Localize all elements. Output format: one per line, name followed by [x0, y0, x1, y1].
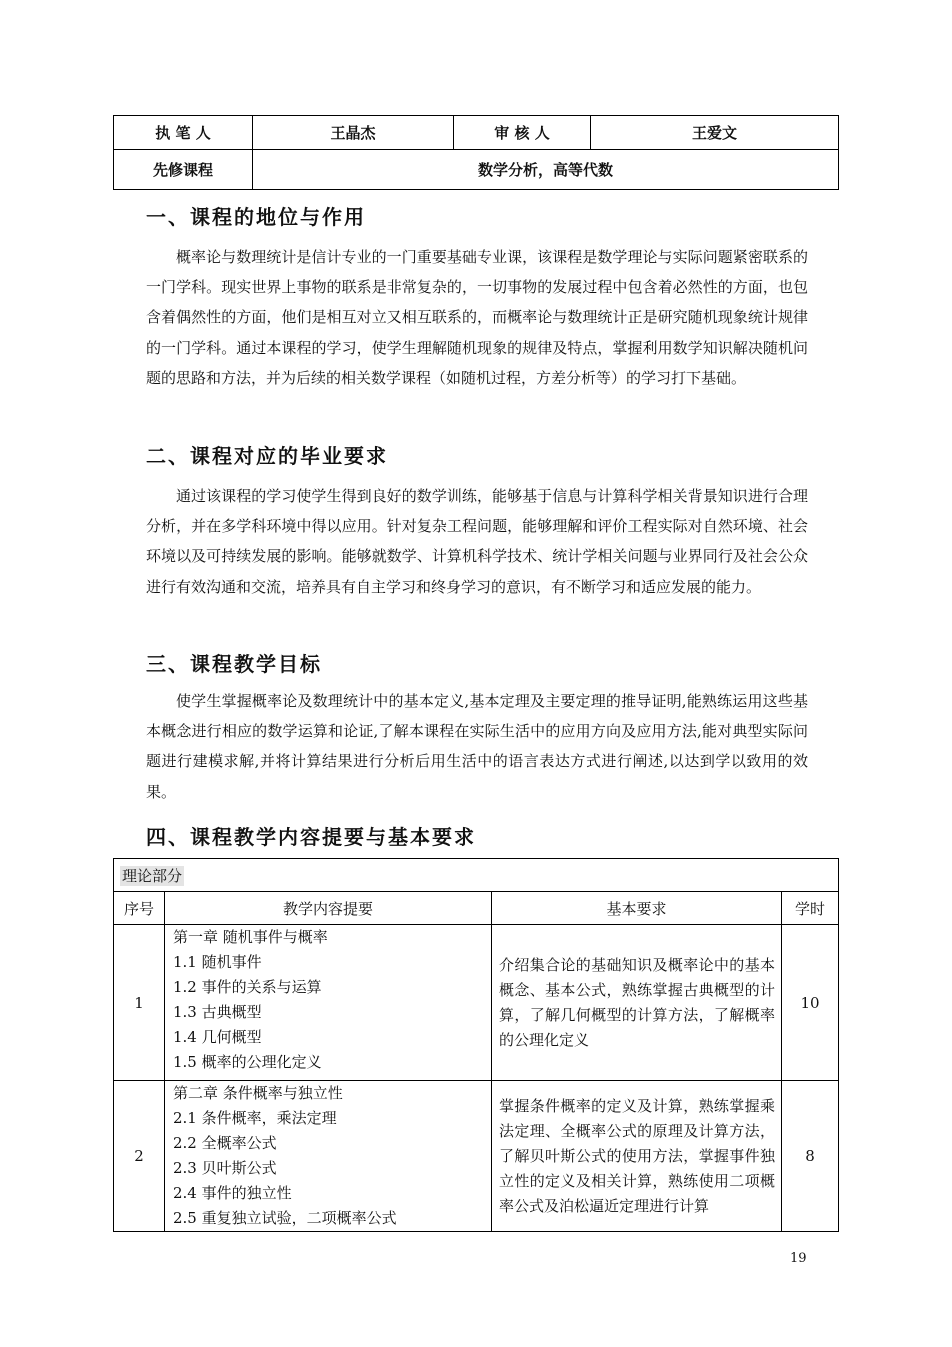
content-line: 1.5 概率的公理化定义	[173, 1053, 322, 1071]
content-line: 2.4 事件的独立性	[173, 1184, 292, 1202]
content-line: 第二章 条件概率与独立性	[173, 1084, 343, 1102]
content-line: 1.4 几何概型	[173, 1028, 262, 1046]
reviewer-value: 王爱文	[591, 116, 839, 150]
header-num: 序号	[114, 892, 165, 925]
row-hours: 10	[782, 925, 839, 1081]
section-title: 二、课程对应的毕业要求	[146, 444, 388, 468]
content-line: 2.2 全概率公式	[173, 1134, 277, 1152]
section-title: 三、课程教学目标	[146, 652, 322, 676]
prereq-value: 数学分析，高等代数	[253, 150, 839, 190]
section-title: 四、课程教学内容提要与基本要求	[146, 825, 476, 849]
author-value: 王晶杰	[253, 116, 454, 150]
section-paragraph: 概率论与数理统计是信计专业的一门重要基础专业课，该课程是数学理论与实际问题紧密联系的一门学科。现实世界上事物的联系是非常复杂的，一切事物的发展过程中包含着必然性的方面，也包含着偶然性的方面，他们是相互对立又相互联系的，而概率论与数理统计正是研究随机现象统计规律的一门学科。通过本课程的学习，使学生理解随机现象的规律及特点，掌握利用数学知识解决随机问题的思路和方法，并为后续的相关数学课程（如随机过程，方差分析等）的学习打下基础。	[146, 248, 808, 387]
prereq-label: 先修课程	[114, 150, 253, 190]
section-paragraph: 使学生掌握概率论及数理统计中的基本定义,基本定理及主要定理的推导证明,能熟练运用这些基本概念进行相应的数学运算和论证,了解本课程在实际生活中的应用方向及应用方法,能对典型实际问题进行建模求解,并将计算结果进行分析后用生活中的语言表达方式进行阐述,以达到学以致用的效果。	[146, 692, 808, 801]
row-content	[165, 1081, 492, 1232]
content-line: 1.2 事件的关系与运算	[173, 978, 322, 996]
row-num: 2	[114, 1081, 165, 1232]
course-info-table	[113, 115, 839, 190]
author-label: 执 笔 人	[114, 116, 253, 150]
part-label: 理论部分	[122, 866, 183, 885]
requirement-text: 掌握条件概率的定义及计算，熟练掌握乘法定理、全概率公式的原理及计算方法，了解贝叶斯公式的使用方法，掌握事件独立性的定义及相关计算，熟练使用二项概率公式及泊松逼近定理进行计算	[499, 1096, 775, 1215]
part-label-cell	[114, 859, 839, 892]
header-content: 教学内容提要	[165, 892, 492, 925]
table-row	[114, 925, 839, 1081]
row-num: 1	[114, 925, 165, 1081]
reviewer-label: 审 核 人	[454, 116, 591, 150]
content-line: 1.3 古典概型	[173, 1003, 262, 1021]
content-line: 2.1 条件概率，乘法定理	[173, 1109, 337, 1127]
content-line: 2.5 重复独立试验，二项概率公式	[173, 1209, 397, 1227]
section-title: 一、课程的地位与作用	[146, 205, 366, 229]
content-line: 第一章 随机事件与概率	[173, 928, 328, 946]
content-line: 2.3 贝叶斯公式	[173, 1159, 277, 1177]
row-hours: 8	[782, 1081, 839, 1232]
page-number: 19	[790, 1251, 807, 1266]
content-line: 1.1 随机事件	[173, 953, 262, 971]
section-paragraph: 通过该课程的学习使学生得到良好的数学训练，能够基于信息与计算科学相关背景知识进行合理分析，并在多学科环境中得以应用。针对复杂工程问题，能够理解和评价工程实际对自然环境、社会环境以及可持续发展的影响。能够就数学、计算机科学技术、统计学相关问题与业界同行及社会公众进行有效沟通和交流，培养具有自主学习和终身学习的意识，有不断学习和适应发展的能力。	[146, 487, 808, 596]
requirement-text: 介绍集合论的基础知识及概率论中的基本概念、基本公式，熟练掌握古典概型的计算，了解几何概型的计算方法，了解概率的公理化定义	[499, 955, 775, 1049]
row-requirement	[492, 925, 782, 1081]
course-content-table	[113, 858, 839, 1232]
header-hours: 学时	[782, 892, 839, 925]
table-row	[114, 1081, 839, 1232]
header-requirement: 基本要求	[492, 892, 782, 925]
row-content	[165, 925, 492, 1081]
row-requirement	[492, 1081, 782, 1232]
